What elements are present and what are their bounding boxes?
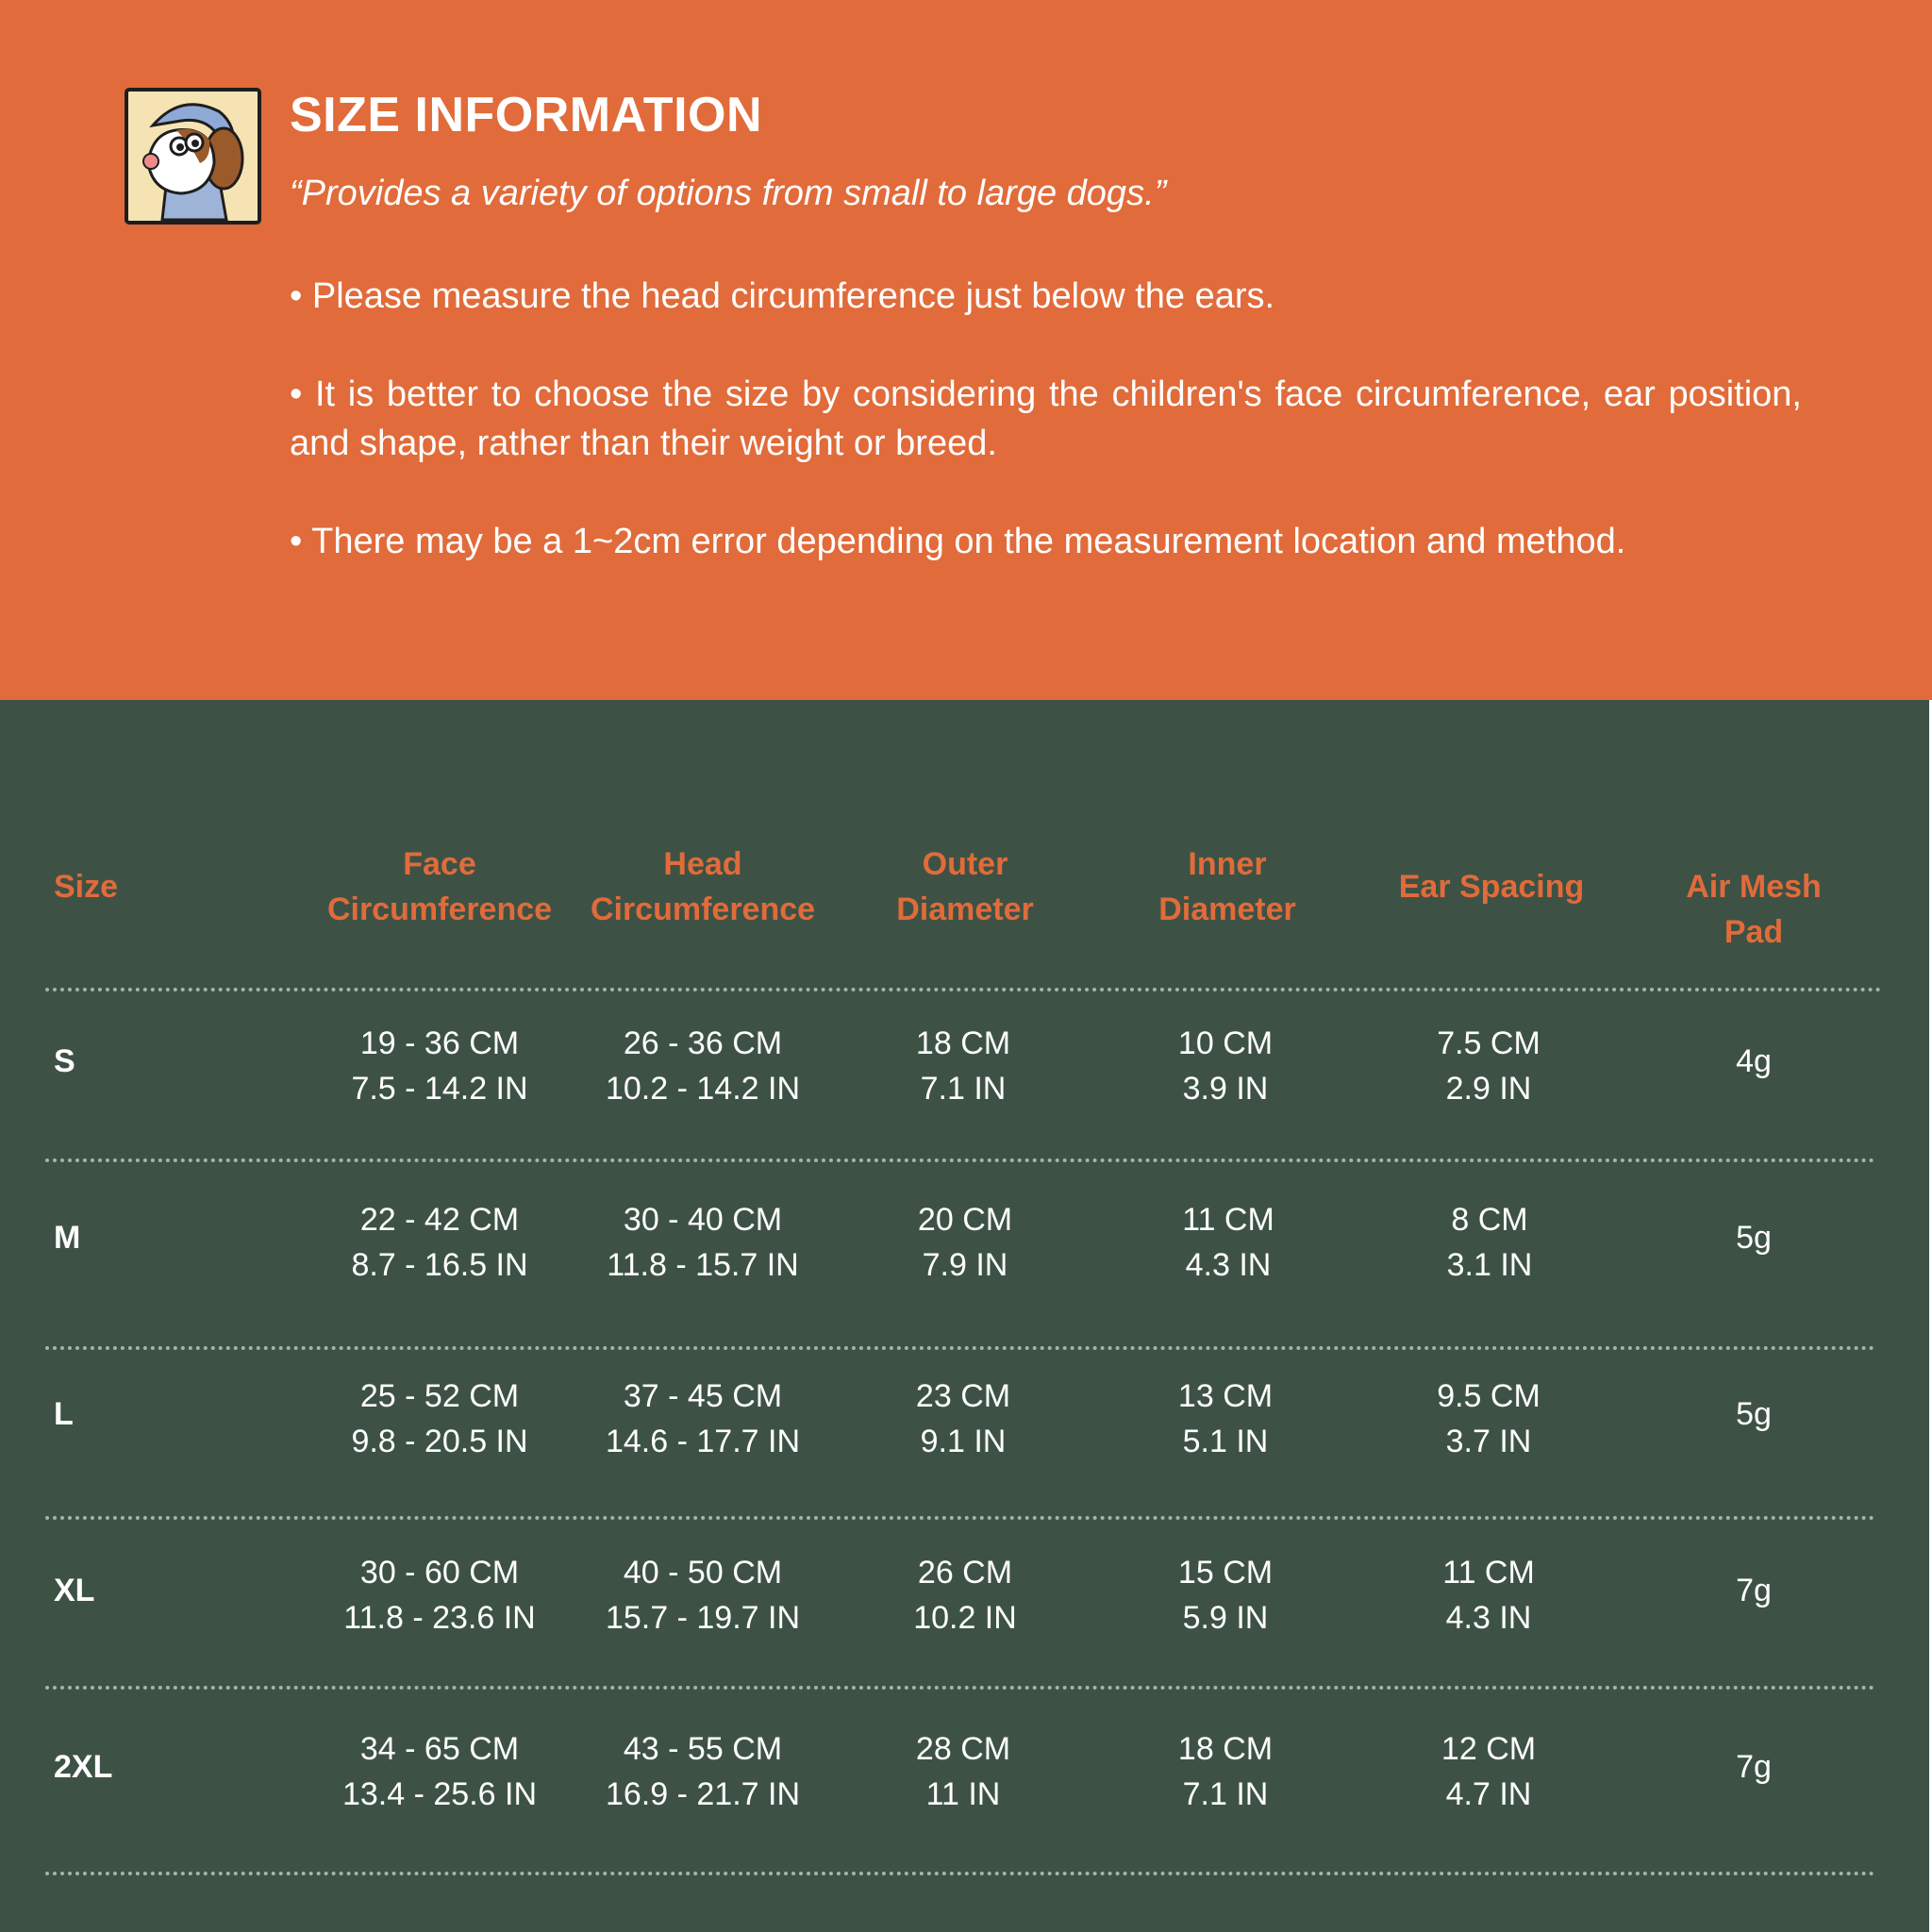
inner-diameter-cell: 15 CM 5.9 IN bbox=[1177, 1555, 1274, 1636]
row-separator bbox=[45, 1686, 1875, 1690]
page-title: SIZE INFORMATION bbox=[290, 88, 763, 142]
ear-spacing-cell: 7.5 CM 2.9 IN bbox=[1437, 1025, 1541, 1107]
row-separator bbox=[45, 1346, 1875, 1350]
air-mesh-pad-cell: 7g bbox=[1736, 1749, 1772, 1785]
inner-diameter-cell: 18 CM 7.1 IN bbox=[1177, 1731, 1274, 1812]
inner-diameter-cell: 13 CM 5.1 IN bbox=[1177, 1378, 1274, 1459]
air-mesh-pad-cell: 4g bbox=[1736, 1043, 1772, 1079]
air-mesh-pad-cell: 5g bbox=[1736, 1220, 1772, 1256]
subtitle: “Provides a variety of options from small to large dogs.” bbox=[290, 174, 1167, 213]
column-header-face-circumference: Face Circumference bbox=[326, 846, 553, 927]
column-header-inner-diameter: Inner Diameter bbox=[1158, 846, 1296, 927]
air-mesh-pad-cell: 7g bbox=[1736, 1573, 1772, 1608]
head-circumference-cell: 40 - 50 CM 15.7 - 19.7 IN bbox=[605, 1555, 801, 1636]
face-circumference-cell: 19 - 36 CM 7.5 - 14.2 IN bbox=[351, 1025, 528, 1107]
ear-spacing-cell: 12 CM 4.7 IN bbox=[1441, 1731, 1537, 1812]
outer-diameter-cell: 23 CM 9.1 IN bbox=[915, 1378, 1011, 1459]
outer-diameter-cell: 26 CM 10.2 IN bbox=[913, 1555, 1017, 1636]
size-label: 2XL bbox=[54, 1749, 113, 1785]
row-separator bbox=[45, 1872, 1875, 1875]
inner-diameter-cell: 11 CM 4.3 IN bbox=[1182, 1202, 1274, 1283]
head-circumference-cell: 30 - 40 CM 11.8 - 15.7 IN bbox=[607, 1202, 799, 1283]
ear-spacing-cell: 11 CM 4.3 IN bbox=[1442, 1555, 1535, 1636]
head-circumference-cell: 43 - 55 CM 16.9 - 21.7 IN bbox=[605, 1731, 801, 1812]
air-mesh-pad-cell: 5g bbox=[1736, 1396, 1772, 1432]
size-label: XL bbox=[54, 1573, 95, 1608]
outer-diameter-cell: 28 CM 11 IN bbox=[915, 1731, 1011, 1812]
row-separator bbox=[45, 1158, 1875, 1162]
column-header-size: Size bbox=[54, 869, 119, 905]
info-bullet: • There may be a 1~2cm error depending on the measurement location and method. bbox=[290, 522, 1626, 561]
face-circumference-cell: 25 - 52 CM 9.8 - 20.5 IN bbox=[351, 1378, 528, 1459]
ear-spacing-cell: 9.5 CM 3.7 IN bbox=[1437, 1378, 1541, 1459]
head-circumference-cell: 37 - 45 CM 14.6 - 17.7 IN bbox=[605, 1378, 801, 1459]
column-header-air-mesh-pad: Air Mesh Pad bbox=[1686, 869, 1822, 950]
head-circumference-cell: 26 - 36 CM 10.2 - 14.2 IN bbox=[605, 1025, 801, 1107]
outer-diameter-cell: 20 CM 7.9 IN bbox=[917, 1202, 1013, 1283]
size-label: S bbox=[54, 1043, 75, 1079]
column-header-head-circumference: Head Circumference bbox=[590, 846, 816, 927]
face-circumference-cell: 30 - 60 CM 11.8 - 23.6 IN bbox=[343, 1555, 536, 1636]
inner-diameter-cell: 10 CM 3.9 IN bbox=[1177, 1025, 1274, 1107]
dog-mascot-icon bbox=[125, 88, 261, 225]
column-header-outer-diameter: Outer Diameter bbox=[896, 846, 1034, 927]
outer-diameter-cell: 18 CM 7.1 IN bbox=[915, 1025, 1011, 1107]
header-section bbox=[0, 0, 1932, 700]
size-label: L bbox=[54, 1396, 74, 1432]
row-separator bbox=[45, 1516, 1875, 1520]
ear-spacing-cell: 8 CM 3.1 IN bbox=[1446, 1202, 1533, 1283]
face-circumference-cell: 34 - 65 CM 13.4 - 25.6 IN bbox=[341, 1731, 538, 1812]
row-separator bbox=[45, 988, 1882, 991]
face-circumference-cell: 22 - 42 CM 8.7 - 16.5 IN bbox=[351, 1202, 528, 1283]
size-label: M bbox=[54, 1220, 81, 1256]
column-header-ear-spacing: Ear Spacing bbox=[1398, 869, 1585, 905]
info-bullet: • It is better to choose the size by considering the children's face circumference, ear position, and shape, rather than their weight or breed. bbox=[290, 375, 1802, 463]
info-bullet: • Please measure the head circumference just below the ears. bbox=[290, 276, 1275, 316]
